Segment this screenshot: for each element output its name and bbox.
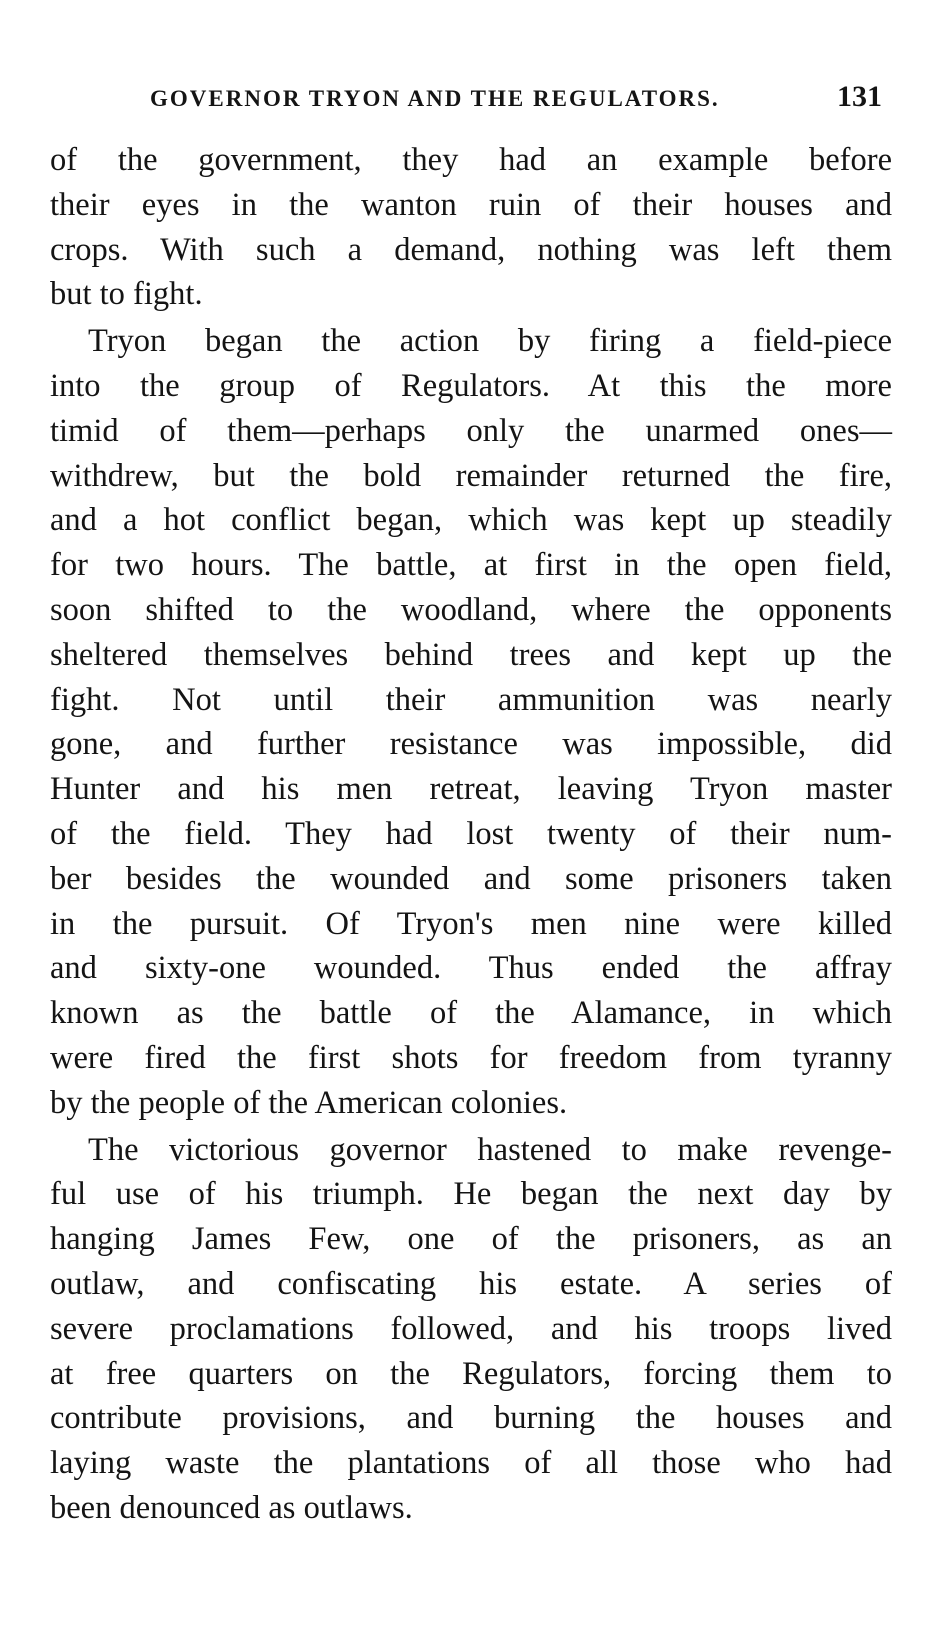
text-line: known as the battle of the Alamance, in which xyxy=(50,995,892,1032)
text-line: were fired the first shots for freedom from tyranny xyxy=(50,1039,892,1076)
text-line: ful use of his triumph. He began the next day by xyxy=(50,1176,892,1213)
text-line: for two hours. The battle, at first in the open field, xyxy=(50,547,892,584)
text-line: outlaw, and confiscating his estate. A series of xyxy=(50,1265,892,1302)
text-line: been denounced as outlaws. xyxy=(50,1489,413,1526)
text-line: laying waste the plantations of all those who had xyxy=(50,1445,892,1482)
text-line: and sixty-one wounded. Thus ended the affray xyxy=(50,950,892,987)
running-title: GOVERNOR TRYON AND THE REGULATORS. xyxy=(150,86,720,111)
body-text xyxy=(50,138,892,1531)
text-line: into the group of Regulators. At this the more xyxy=(50,367,892,404)
text-line: but to fight. xyxy=(50,276,203,313)
paragraph-2 xyxy=(50,319,892,1125)
text-line: hanging James Few, one of the prisoners, as an xyxy=(50,1221,892,1258)
text-line: of the field. They had lost twenty of their num- xyxy=(50,815,892,852)
text-line: fight. Not until their ammunition was nearly xyxy=(50,681,892,718)
text-line: timid of them—perhaps only the unarmed ones— xyxy=(50,412,892,449)
text-line: their eyes in the wanton ruin of their houses and xyxy=(50,186,892,223)
text-line: Hunter and his men retreat, leaving Tryon master xyxy=(50,771,892,808)
text-line: crops. With such a demand, nothing was left them xyxy=(50,231,892,268)
text-line: contribute provisions, and burning the houses and xyxy=(50,1400,892,1437)
text-line: at free quarters on the Regulators, forcing them to xyxy=(50,1355,892,1392)
text-line: soon shifted to the woodland, where the opponents xyxy=(50,591,892,628)
text-line: in the pursuit. Of Tryon's men nine were killed xyxy=(50,905,892,942)
text-line: withdrew, but the bold remainder returned the fire, xyxy=(50,457,892,494)
text-line: of the government, they had an example before xyxy=(50,142,892,178)
text-line: by the people of the American colonies. xyxy=(50,1084,568,1121)
text-line: gone, and further resistance was impossible, did xyxy=(50,726,892,763)
paragraph-1 xyxy=(50,138,892,317)
running-head xyxy=(150,80,882,120)
text-line: The victorious governor hastened to make revenge- xyxy=(88,1131,892,1168)
paragraph-3 xyxy=(50,1128,892,1531)
text-line: sheltered themselves behind trees and kept up the xyxy=(50,636,892,673)
text-line: ber besides the wounded and some prisoners taken xyxy=(50,860,892,897)
page-number: 131 xyxy=(837,80,882,113)
text-line: Tryon began the action by firing a field-piece xyxy=(88,323,892,360)
text-line: and a hot conflict began, which was kept up steadily xyxy=(50,502,892,539)
text-line: severe proclamations followed, and his troops lived xyxy=(50,1310,892,1347)
